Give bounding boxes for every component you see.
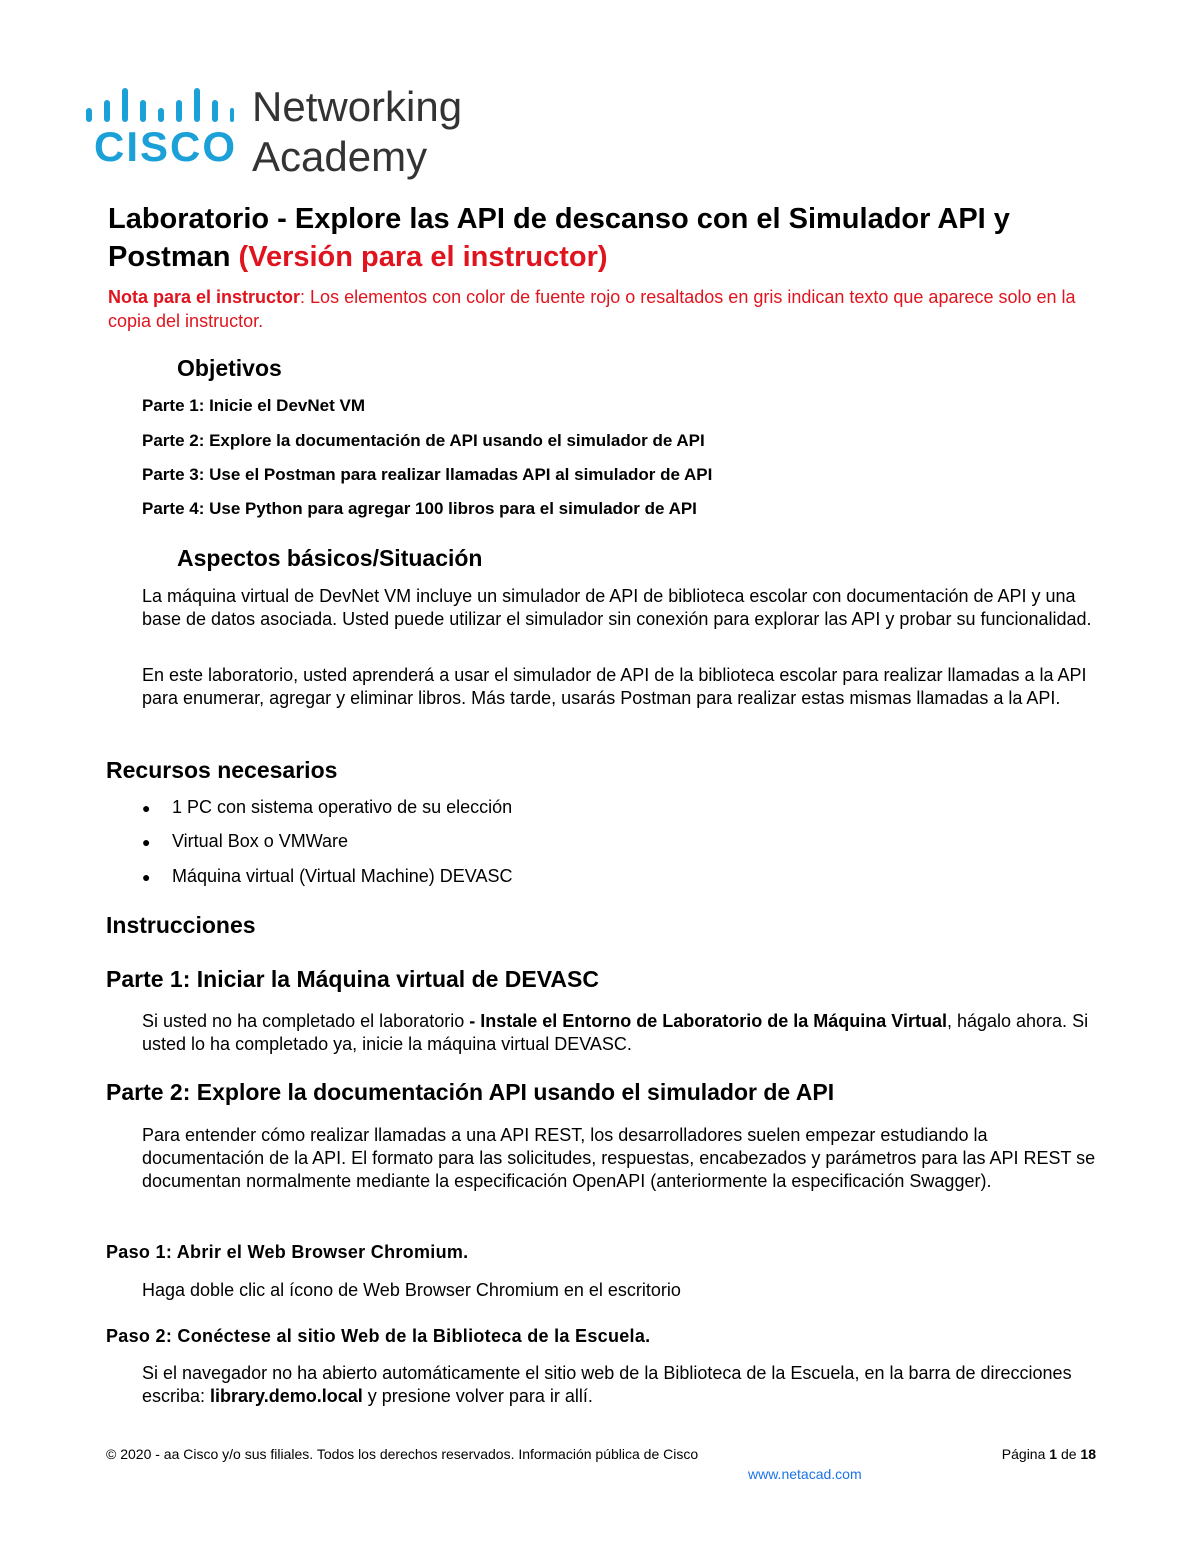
- cisco-bars-icon: [84, 88, 234, 128]
- instructor-note: [108, 285, 1108, 333]
- note-label: Nota para el instructor: [108, 287, 301, 307]
- logo-line-academy: Academy: [252, 133, 428, 180]
- logo-line-networking: Networking: [252, 83, 463, 130]
- objective-item: Parte 1: Inicie el DevNet VM: [142, 396, 365, 415]
- background-paragraph-1: La máquina virtual de DevNet VM incluye un simulador de API de biblioteca escolar con documentación de API y una base de datos asociada. Usted puede utilizar el simulador sin conexión para explorar las API y probar su funcionalidad.: [142, 586, 1092, 629]
- note-text: : Los elementos con color de fuente rojo o resaltados en gris indican texto que aparece solo en la copia del instructor.: [108, 287, 1076, 331]
- background-paragraph-2: En este laboratorio, usted aprenderá a usar el simulador de API de la biblioteca escolar para realizar llamadas a la API para enumerar, agregar y eliminar libros. Más tarde, usarás Postman para realizar estas mismas llamadas a la API.: [142, 665, 1087, 708]
- library-url: library.demo.local: [210, 1386, 363, 1406]
- part1-lab-name: - Instale el Entorno de Laboratorio de la Máquina Virtual: [469, 1011, 947, 1031]
- resource-item: ● 1 PC con sistema operativo de su elección: [142, 797, 513, 817]
- bullet-icon: ●: [142, 834, 151, 850]
- bullet-icon: ●: [142, 869, 151, 885]
- resource-item: ● Virtual Box o VMWare: [142, 831, 349, 851]
- cisco-networking-academy-logo: [84, 83, 484, 180]
- document-title: [108, 200, 1108, 276]
- part2-paragraph: Para entender cómo realizar llamadas a una API REST, los desarrolladores suelen empezar estudiando la documentación de la API. El formato para las solicitudes, respuestas, encabezados y parámetros para las API REST se documentan normalmente mediante la especificación OpenAPI (anteriormente la especificación Swagger).: [142, 1125, 1096, 1191]
- step1-heading: Paso 1: Abrir el Web Browser Chromium.: [106, 1242, 469, 1262]
- objective-item: Parte 3: Use el Postman para realizar llamadas API al simulador de API: [142, 465, 713, 484]
- background-heading: Aspectos básicos/Situación: [177, 545, 483, 571]
- part1-heading: Parte 1: Iniciar la Máquina virtual de DEVASC: [106, 966, 599, 992]
- step2-heading: Paso 2: Conéctese al sitio Web de la Biblioteca de la Escuela.: [106, 1326, 651, 1346]
- step1-paragraph: Haga doble clic al ícono de Web Browser Chromium en el escritorio: [142, 1280, 681, 1300]
- title-main: Laboratorio - Explore las API de descanso con el Simulador API y Postman: [108, 203, 1010, 273]
- footer-url-link[interactable]: www.netacad.com: [748, 1466, 862, 1482]
- part1-paragraph: Si usted no ha completado el laboratorio - Instale el Entorno de Laboratorio de la Máquina Virtual, hágalo ahora. Si usted lo ha completado ya, inicie la máquina virtual DEVASC.: [142, 1011, 1089, 1054]
- resources-heading: Recursos necesarios: [106, 757, 338, 783]
- objectives-heading: Objetivos: [177, 355, 282, 381]
- objective-item: Parte 2: Explore la documentación de API usando el simulador de API: [142, 431, 705, 450]
- cisco-wordmark: CISCO: [94, 123, 238, 170]
- part2-heading: Parte 2: Explore la documentación API usando el simulador de API: [106, 1079, 835, 1105]
- step2-paragraph: Si el navegador no ha abierto automáticamente el sitio web de la Biblioteca de la Escuela, en la barra de direcciones escriba: library.demo.local y presione volver para ir allí.: [142, 1363, 1072, 1406]
- logo-text: [252, 82, 462, 182]
- objective-item: Parte 4: Use Python para agregar 100 libros para el simulador de API: [142, 499, 697, 518]
- bullet-icon: ●: [142, 800, 151, 816]
- footer-copyright: © 2020 - aa Cisco y/o sus filiales. Todos los derechos reservados. Información pública de Cisco: [106, 1446, 699, 1462]
- instructions-heading: Instrucciones: [106, 912, 256, 938]
- resource-item: ● Máquina virtual (Virtual Machine) DEVASC: [142, 866, 513, 886]
- footer-page-number: Página 1 de 18: [1001, 1446, 1096, 1462]
- title-instructor-version: (Versión para el instructor): [238, 241, 608, 273]
